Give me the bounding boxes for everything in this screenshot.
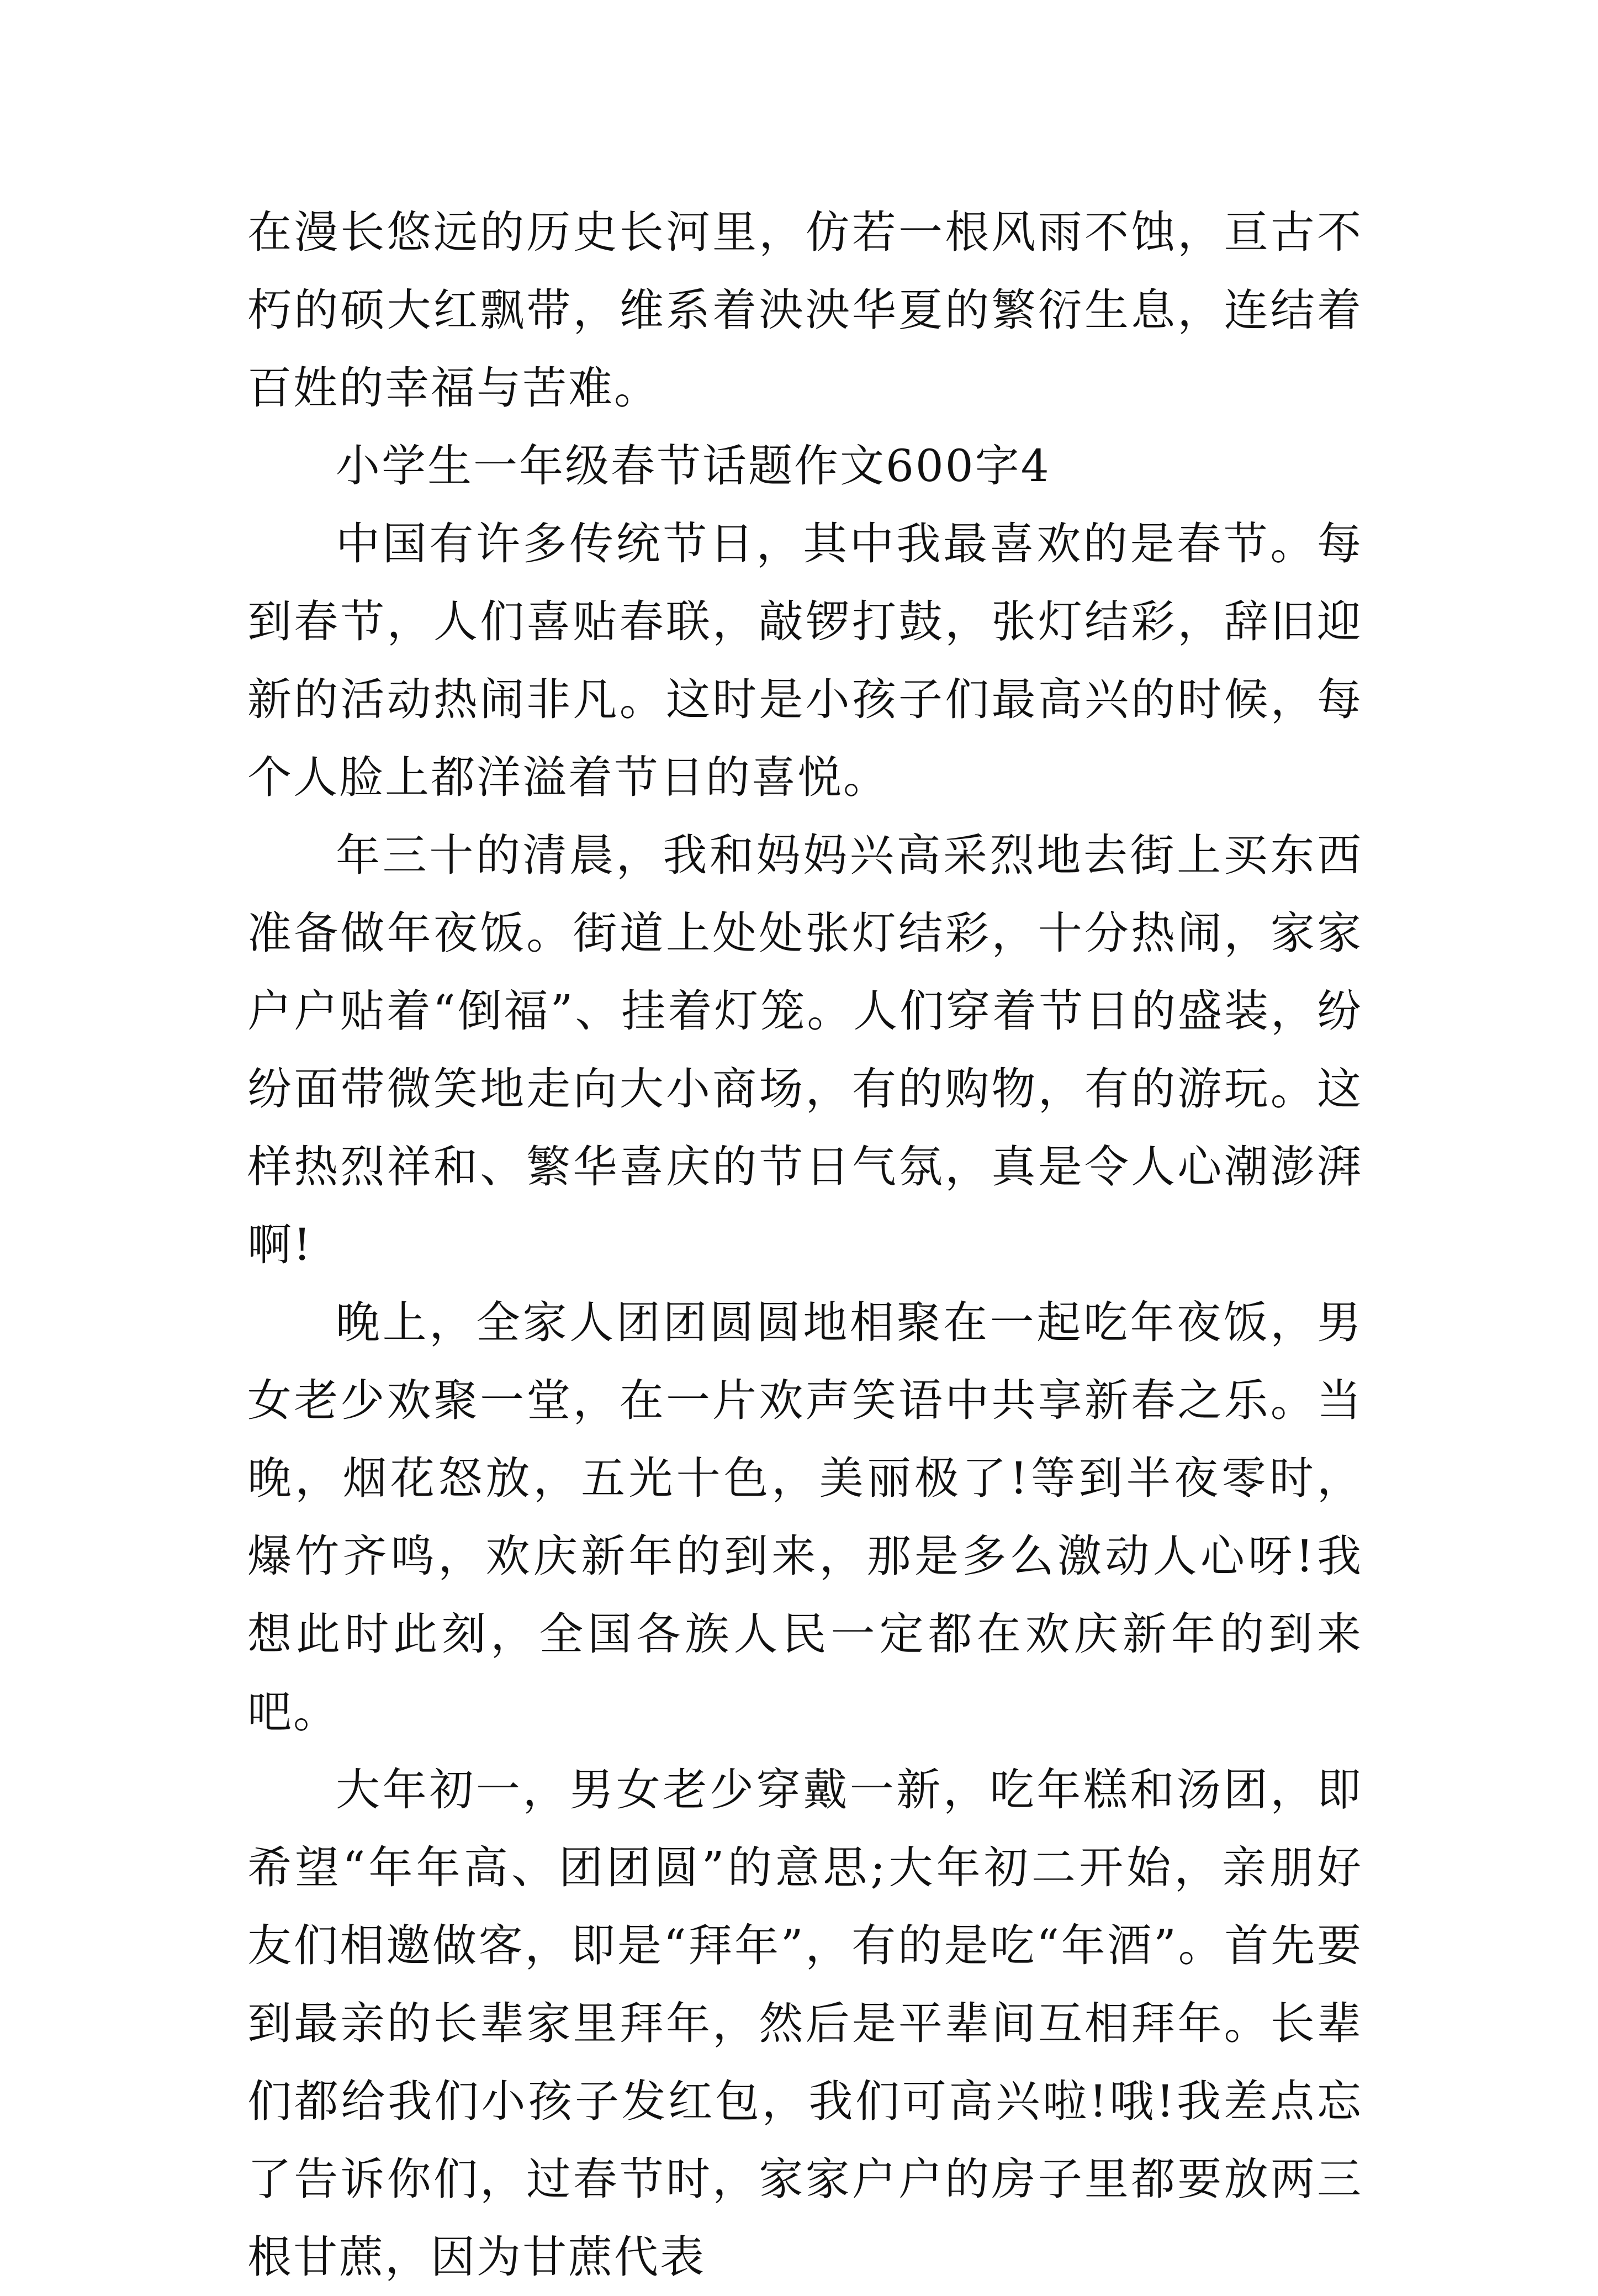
document-body [247,193,1363,2296]
section-heading: 小学生一年级春节话题作文600字4 [336,440,1051,492]
paragraph-new-year-eve-morning: 年三十的清晨，我和妈妈兴高采烈地去街上买东西准备做年夜饭。街道上处处张灯结彩，十分热闹，家家户户贴着“倒福”、挂着灯笼。人们穿着节日的盛装，纷纷面带微笑地走向大小商场，有的购物，有的游玩。这样热烈祥和、繁华喜庆的节日气氛，真是令人心潮澎湃啊! [247,830,1363,1270]
paragraph-intro: 中国有许多传统节日，其中我最喜欢的是春节。每到春节，人们喜贴春联，敲锣打鼓，张灯结彩，辞旧迎新的活动热闹非凡。这时是小孩子们最高兴的时候，每个人脸上都洋溢着节日的喜悦。 [247,518,1363,803]
paragraph-first-day: 大年初一，男女老少穿戴一新，吃年糕和汤团，即希望“年年高、团团圆”的意思;大年初二开始，亲朋好友们相邀做客，即是“拜年”，有的是吃“年酒”。首先要到最亲的长辈家里拜年，然后是平辈间互相拜年。长辈们都给我们小孩子发红包，我们可高兴啦!哦!我差点忘了告诉你们，过春节时，家家户户的房子里都要放两三根甘蔗，因为甘蔗代表 [247,1764,1363,2283]
paragraph-new-year-eve-night: 晚上，全家人团团圆圆地相聚在一起吃年夜饭，男女老少欢聚一堂，在一片欢声笑语中共享新春之乐。当晚，烟花怒放，五光十色，美丽极了!等到半夜零时，爆竹齐鸣，欢庆新年的到来，那是多么激动人心呀!我想此时此刻，全国各族人民一定都在欢庆新年的到来吧。 [247,1297,1363,1738]
paragraph-continuation: 在漫长悠远的历史长河里，仿若一根风雨不蚀，亘古不朽的硕大红飘带，维系着泱泱华夏的繁衍生息，连结着百姓的幸福与苦难。 [247,207,1363,414]
